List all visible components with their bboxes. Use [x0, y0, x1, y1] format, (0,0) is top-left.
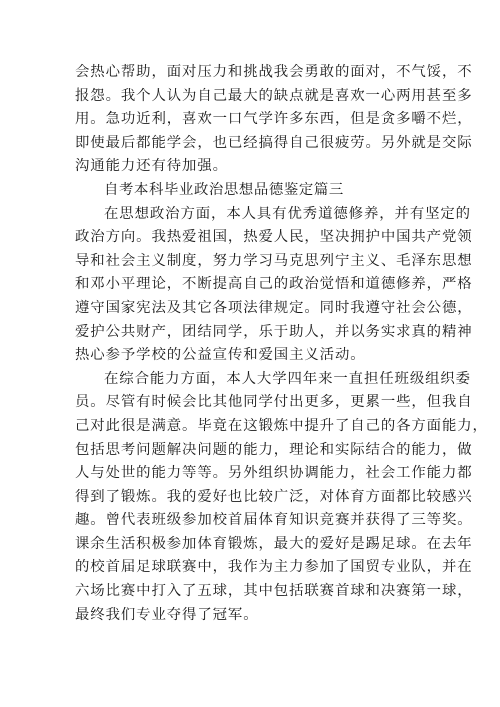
text-line: 爱护公共财产，团结同学，乐于助人，并以务实求真的精神	[75, 323, 473, 340]
text-line: 遵守国家宪法及其它各项法律规定。同时我遵守社会公德，	[75, 299, 473, 316]
text-line: 沟通能力还有待加强。	[75, 158, 228, 175]
text-line: 的校首届足球联赛中，我作为主力参加了国贸专业队，并在	[75, 559, 473, 576]
text-line: 报怨。我个人认为自己最大的缺点就是喜欢一心两用甚至多	[75, 87, 473, 104]
text-line: 导和社会主义制度，努力学习马克思列宁主义、毛泽东思想	[75, 252, 473, 269]
text-line: 会热心帮助，面对压力和挑战我会勇敢的面对，不气馁，不	[75, 64, 473, 80]
text-line: 己对此很是满意。毕竟在这锻炼中提升了自己的各方面能力，	[75, 417, 488, 434]
text-line: 趣。曾代表班级参加校首届体育知识竞赛并获得了三等奖。	[75, 512, 473, 529]
text-line: 员。尽管有时候会比其他同学付出更多，更累一些，但我自	[75, 394, 473, 411]
text-line: 六场比赛中打入了五球，其中包括联赛首球和决赛第一球，	[75, 583, 473, 600]
document-page	[75, 61, 488, 627]
text-line: 得到了锻炼。我的爱好也比较广泛，对体育方面都比较感兴	[75, 488, 473, 505]
text-line: 最终我们专业夺得了冠军。	[75, 606, 259, 623]
text-line: 人与处世的能力等等。另外组织协调能力，社会工作能力都	[75, 465, 473, 482]
text-line: 用。急功近利，喜欢一口气学许多东西，但是贪多嚼不烂，	[75, 111, 473, 128]
text-line: 课余生活积极参加体育锻炼，最大的爱好是踢足球。在去年	[75, 535, 473, 552]
text-line: 和邓小平理论，不断提高自己的政治觉悟和道德修养，严格	[75, 276, 473, 293]
text-line: 政治方向。我热爱祖国，热爱人民，坚决拥护中国共产党领	[75, 229, 473, 246]
text-line: 热心参予学校的公益宣传和爱国主义活动。	[75, 347, 366, 364]
paragraph-first-line: 在综合能力方面，本人大学四年来一直担任班级组织委	[104, 370, 471, 387]
text-line: 包括思考问题解决问题的能力，理论和实际结合的能力，做	[75, 441, 473, 458]
paragraph-first-line: 在思想政治方面，本人具有优秀道德修养，并有坚定的	[104, 205, 471, 222]
text-line: 即使最后都能学会，也已经搞得自己很疲劳。另外就是交际	[75, 134, 473, 151]
section-heading: 自考本科毕业政治思想品德鉴定篇三	[104, 181, 344, 198]
